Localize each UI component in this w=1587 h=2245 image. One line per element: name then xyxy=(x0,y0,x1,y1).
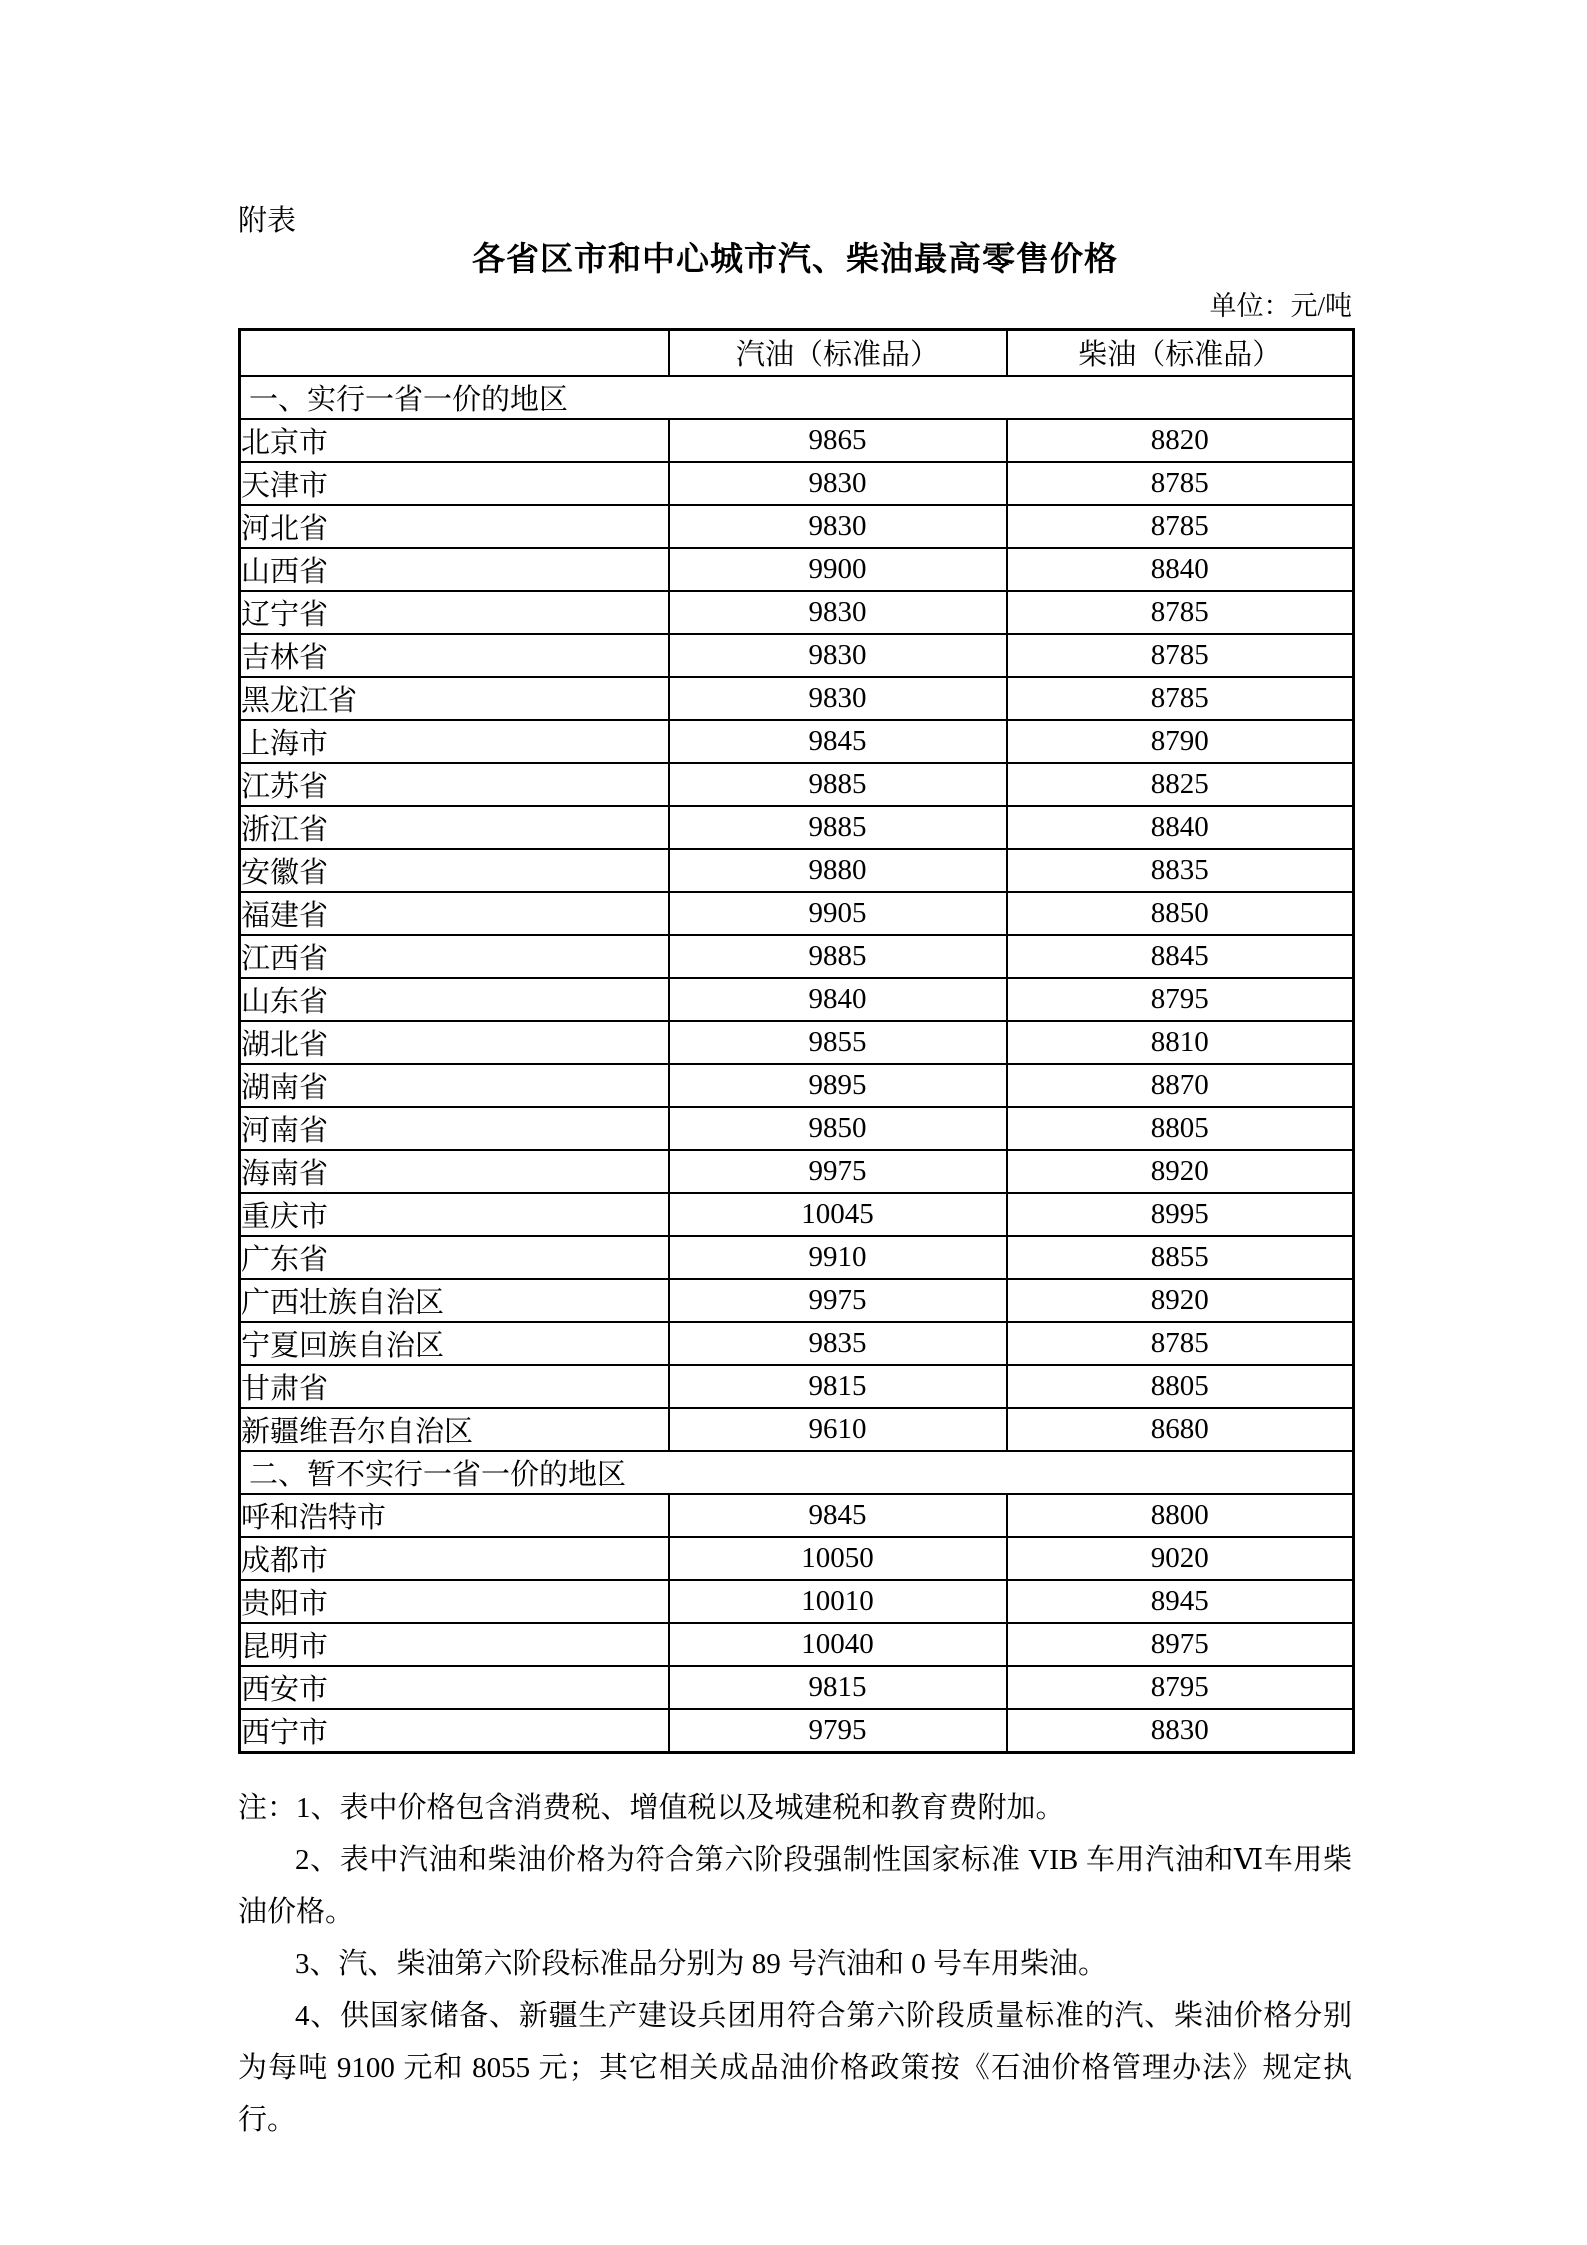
region-cell: 海南省 xyxy=(240,1150,669,1193)
region-cell: 上海市 xyxy=(240,720,669,763)
gasoline-cell: 9855 xyxy=(669,1021,1007,1064)
region-cell: 安徽省 xyxy=(240,849,669,892)
table-row xyxy=(240,1236,1354,1279)
gasoline-cell: 9905 xyxy=(669,892,1007,935)
diesel-cell: 8790 xyxy=(1007,720,1354,763)
diesel-cell: 8785 xyxy=(1007,634,1354,677)
diesel-cell: 8945 xyxy=(1007,1580,1354,1623)
gasoline-cell: 9845 xyxy=(669,1494,1007,1537)
gasoline-cell: 9885 xyxy=(669,763,1007,806)
table-row xyxy=(240,1494,1354,1537)
diesel-cell: 8855 xyxy=(1007,1236,1354,1279)
table-row xyxy=(240,1580,1354,1623)
diesel-cell: 8810 xyxy=(1007,1021,1354,1064)
section-header-row xyxy=(240,376,1354,419)
table-row xyxy=(240,1537,1354,1580)
region-cell: 河南省 xyxy=(240,1107,669,1150)
diesel-cell: 8785 xyxy=(1007,462,1354,505)
region-cell: 辽宁省 xyxy=(240,591,669,634)
table-row xyxy=(240,1193,1354,1236)
section-header-label: 二、暂不实行一省一价的地区 xyxy=(240,1451,1354,1494)
table-row xyxy=(240,720,1354,763)
region-cell: 西安市 xyxy=(240,1666,669,1709)
region-cell: 广西壮族自治区 xyxy=(240,1279,669,1322)
diesel-cell: 8975 xyxy=(1007,1623,1354,1666)
diesel-cell: 8850 xyxy=(1007,892,1354,935)
corner-cell xyxy=(240,330,669,376)
region-cell: 甘肃省 xyxy=(240,1365,669,1408)
table-row xyxy=(240,462,1354,505)
gasoline-cell: 9850 xyxy=(669,1107,1007,1150)
region-cell: 宁夏回族自治区 xyxy=(240,1322,669,1365)
region-cell: 山东省 xyxy=(240,978,669,1021)
gasoline-cell: 9835 xyxy=(669,1322,1007,1365)
region-cell: 成都市 xyxy=(240,1537,669,1580)
table-row xyxy=(240,849,1354,892)
note-line-3: 3、汽、柴油第六阶段标准品分别为 89 号汽油和 0 号车用柴油。 xyxy=(295,1947,1108,1980)
table-header-row xyxy=(240,330,1354,376)
diesel-cell: 8825 xyxy=(1007,763,1354,806)
table-row xyxy=(240,1064,1354,1107)
table-row xyxy=(240,1365,1354,1408)
gasoline-cell: 9845 xyxy=(669,720,1007,763)
region-cell: 河北省 xyxy=(240,505,669,548)
diesel-cell: 8835 xyxy=(1007,849,1354,892)
table-row xyxy=(240,763,1354,806)
price-table xyxy=(238,328,1355,1754)
gasoline-cell: 9975 xyxy=(669,1150,1007,1193)
gasoline-cell: 9910 xyxy=(669,1236,1007,1279)
note-prefix: 注： xyxy=(238,1791,297,1824)
note-line-1 xyxy=(238,1782,1352,1834)
column-header-diesel: 柴油（标准品） xyxy=(1007,330,1354,376)
note-line-2: 2、表中汽油和柴油价格为符合第六阶段强制性国家标准 VIB 车用汽油和Ⅵ车用柴油价格。 xyxy=(238,1843,1352,1928)
diesel-cell: 8995 xyxy=(1007,1193,1354,1236)
gasoline-cell: 9830 xyxy=(669,591,1007,634)
region-cell: 西宁市 xyxy=(240,1709,669,1753)
region-cell: 江西省 xyxy=(240,935,669,978)
note-item-1: 1、表中价格包含消费税、增值税以及城建税和教育费附加。 xyxy=(296,1791,1065,1824)
table-row xyxy=(240,1107,1354,1150)
diesel-cell: 8800 xyxy=(1007,1494,1354,1537)
region-cell: 新疆维吾尔自治区 xyxy=(240,1408,669,1451)
table-row xyxy=(240,935,1354,978)
table-row xyxy=(240,419,1354,462)
region-cell: 山西省 xyxy=(240,548,669,591)
gasoline-cell: 9880 xyxy=(669,849,1007,892)
table-row xyxy=(240,892,1354,935)
region-cell: 广东省 xyxy=(240,1236,669,1279)
diesel-cell: 8840 xyxy=(1007,806,1354,849)
table-row xyxy=(240,1279,1354,1322)
diesel-cell: 8920 xyxy=(1007,1150,1354,1193)
diesel-cell: 8845 xyxy=(1007,935,1354,978)
table-row xyxy=(240,677,1354,720)
table-row xyxy=(240,806,1354,849)
table-row xyxy=(240,591,1354,634)
section-header-row xyxy=(240,1451,1354,1494)
region-cell: 湖南省 xyxy=(240,1064,669,1107)
table-row xyxy=(240,1021,1354,1064)
gasoline-cell: 9895 xyxy=(669,1064,1007,1107)
table-row xyxy=(240,548,1354,591)
gasoline-cell: 9795 xyxy=(669,1709,1007,1753)
diesel-cell: 8785 xyxy=(1007,677,1354,720)
gasoline-cell: 9830 xyxy=(669,462,1007,505)
price-table-body xyxy=(240,376,1354,1753)
unit-label: 单位：元/吨 xyxy=(1209,291,1352,321)
gasoline-cell: 9840 xyxy=(669,978,1007,1021)
diesel-cell: 8830 xyxy=(1007,1709,1354,1753)
diesel-cell: 8785 xyxy=(1007,591,1354,634)
region-cell: 贵阳市 xyxy=(240,1580,669,1623)
table-row xyxy=(240,978,1354,1021)
gasoline-cell: 9975 xyxy=(669,1279,1007,1322)
table-row xyxy=(240,505,1354,548)
region-cell: 湖北省 xyxy=(240,1021,669,1064)
gasoline-cell: 10040 xyxy=(669,1623,1007,1666)
note-line-4: 4、供国家储备、新疆生产建设兵团用符合第六阶段质量标准的汽、柴油价格分别为每吨 9100 元和 8055 元；其它相关成品油价格政策按《石油价格管理办法》规定执行。 xyxy=(238,1999,1352,2136)
gasoline-cell: 9885 xyxy=(669,806,1007,849)
region-cell: 重庆市 xyxy=(240,1193,669,1236)
region-cell: 北京市 xyxy=(240,419,669,462)
appendix-label: 附表 xyxy=(238,205,297,237)
diesel-cell: 8820 xyxy=(1007,419,1354,462)
document-content xyxy=(238,205,1352,2146)
gasoline-cell: 10045 xyxy=(669,1193,1007,1236)
gasoline-cell: 10050 xyxy=(669,1537,1007,1580)
table-row xyxy=(240,1666,1354,1709)
diesel-cell: 8680 xyxy=(1007,1408,1354,1451)
region-cell: 天津市 xyxy=(240,462,669,505)
diesel-cell: 8840 xyxy=(1007,548,1354,591)
gasoline-cell: 9830 xyxy=(669,677,1007,720)
gasoline-cell: 9885 xyxy=(669,935,1007,978)
diesel-cell: 8785 xyxy=(1007,505,1354,548)
diesel-cell: 8795 xyxy=(1007,978,1354,1021)
gasoline-cell: 9815 xyxy=(669,1365,1007,1408)
gasoline-cell: 10010 xyxy=(669,1580,1007,1623)
region-cell: 福建省 xyxy=(240,892,669,935)
region-cell: 江苏省 xyxy=(240,763,669,806)
table-row xyxy=(240,1709,1354,1753)
region-cell: 昆明市 xyxy=(240,1623,669,1666)
diesel-cell: 8805 xyxy=(1007,1107,1354,1150)
diesel-cell: 8785 xyxy=(1007,1322,1354,1365)
diesel-cell: 8795 xyxy=(1007,1666,1354,1709)
region-cell: 黑龙江省 xyxy=(240,677,669,720)
diesel-cell: 8870 xyxy=(1007,1064,1354,1107)
table-row xyxy=(240,1150,1354,1193)
table-row xyxy=(240,1322,1354,1365)
column-header-gasoline: 汽油（标准品） xyxy=(669,330,1007,376)
gasoline-cell: 9815 xyxy=(669,1666,1007,1709)
page-title: 各省区市和中心城市汽、柴油最高零售价格 xyxy=(472,240,1118,277)
gasoline-cell: 9830 xyxy=(669,634,1007,677)
region-cell: 呼和浩特市 xyxy=(240,1494,669,1537)
gasoline-cell: 9865 xyxy=(669,419,1007,462)
gasoline-cell: 9900 xyxy=(669,548,1007,591)
notes-block xyxy=(238,1782,1352,2146)
table-row xyxy=(240,1408,1354,1451)
region-cell: 浙江省 xyxy=(240,806,669,849)
diesel-cell: 8920 xyxy=(1007,1279,1354,1322)
gasoline-cell: 9610 xyxy=(669,1408,1007,1451)
diesel-cell: 9020 xyxy=(1007,1537,1354,1580)
gasoline-cell: 9830 xyxy=(669,505,1007,548)
table-row xyxy=(240,634,1354,677)
diesel-cell: 8805 xyxy=(1007,1365,1354,1408)
region-cell: 吉林省 xyxy=(240,634,669,677)
section-header-label: 一、实行一省一价的地区 xyxy=(240,376,1354,419)
table-row xyxy=(240,1623,1354,1666)
